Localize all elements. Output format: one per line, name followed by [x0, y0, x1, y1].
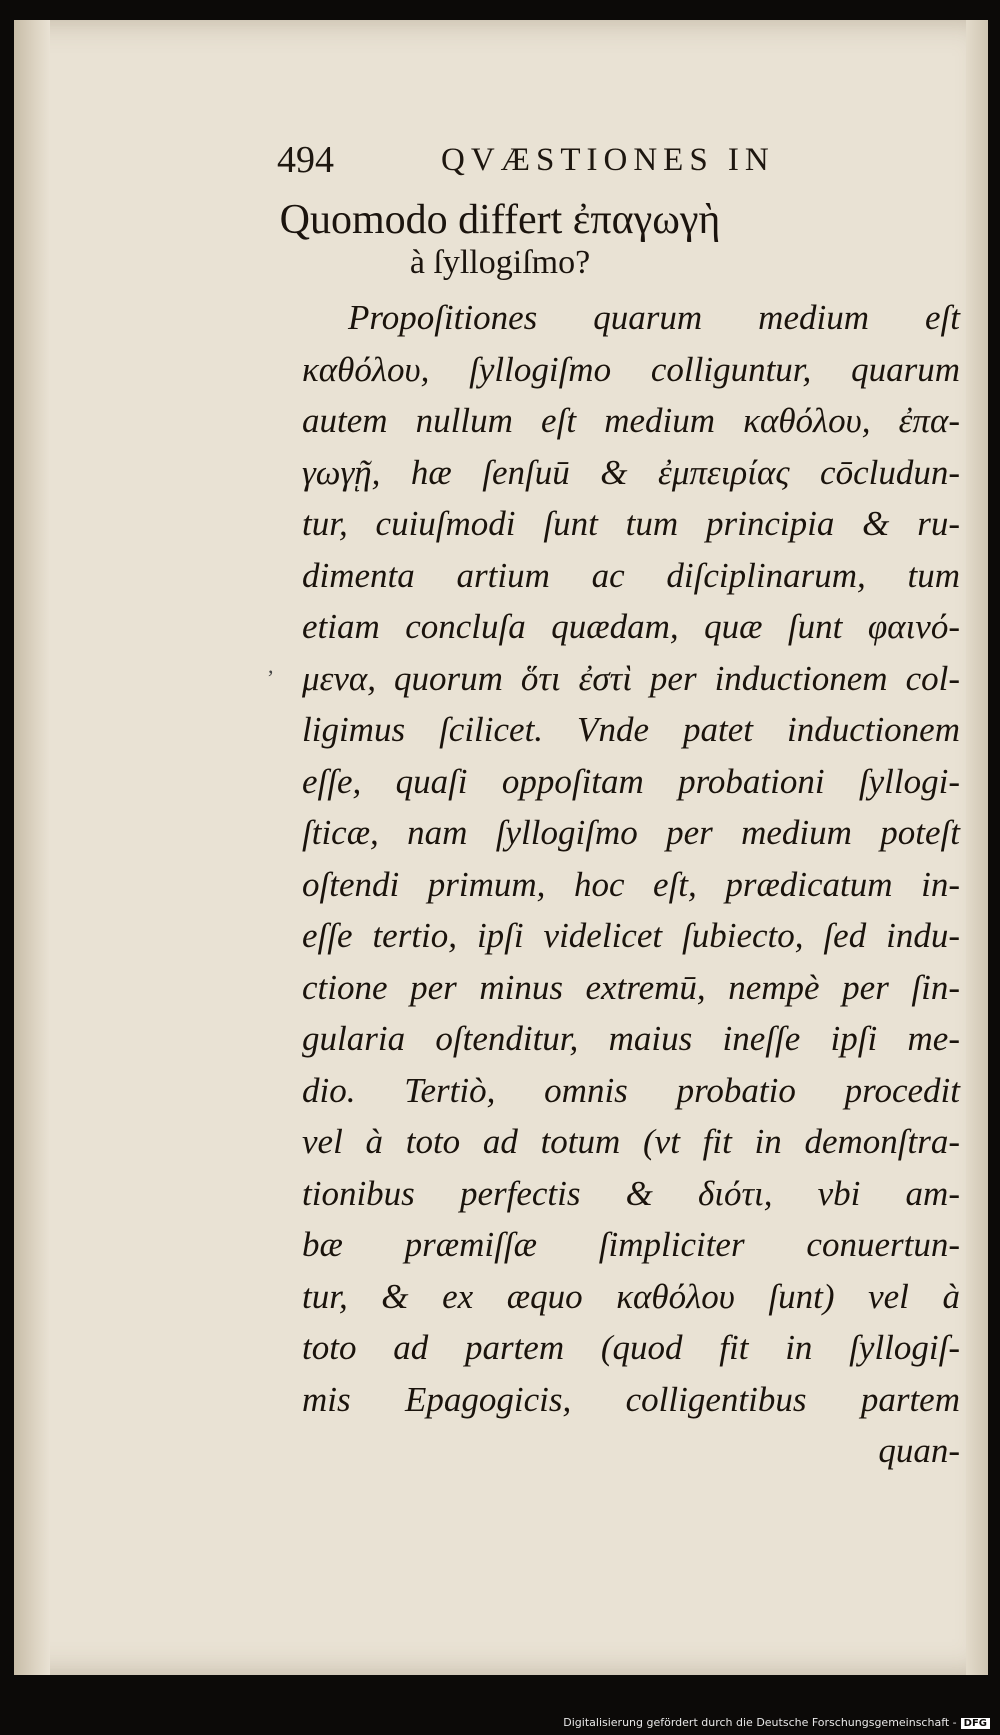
text-line: καθόλου, ſyllogiſmo colliguntur, quarum	[302, 349, 960, 389]
footer-text: Digitalisierung gefördert durch die Deutsche Forschungsgemeinschaft -	[563, 1716, 957, 1729]
text-line: tur, & ex æquo καθόλου ſunt) vel à	[302, 1276, 960, 1316]
text-line: gularia oſtenditur, maius ineſſe ipſi me-	[302, 1019, 960, 1058]
text-line: vel à toto ad totum (vt fit in demonſtra-	[302, 1122, 960, 1161]
text-line: dimenta artium ac diſciplinarum, tum	[302, 555, 960, 595]
text-line: ſticæ, nam ſyllogiſmo per medium poteſt	[302, 813, 960, 852]
page-number: 494	[277, 139, 334, 181]
text-line: Propoſitiones quarum medium eſt	[348, 298, 960, 337]
text-line: mis Epagogicis, colligentibus partem	[302, 1379, 960, 1419]
catchword: quan-	[878, 1431, 960, 1470]
section-heading: Quomodo differt ἐπαγωγὴ	[279, 197, 721, 243]
section-heading-cont: à ſyllogiſmo?	[409, 244, 591, 281]
text-line: dio. Tertiò, omnis probatio procedit	[302, 1070, 960, 1110]
text-line: autem nullum eſt medium καθόλου, ἐπα-	[302, 401, 960, 440]
dfg-logo: DFG	[961, 1718, 990, 1729]
text-line: tur, cuiuſmodi ſunt tum principia & ru-	[302, 504, 960, 543]
page-header	[277, 138, 877, 188]
text-line: bæ præmiſſæ ſimpliciter conuertun-	[302, 1225, 960, 1264]
text-line: eſſe tertio, ipſi videlicet ſubiecto, ſed indu-	[302, 916, 960, 955]
text-line: ligimus ſcilicet. Vnde patet inductionem	[302, 710, 960, 749]
body-text	[268, 292, 960, 1477]
text-line: tionibus perfectis & διότι, vbi am-	[302, 1173, 960, 1213]
margin-mark: ,	[268, 652, 274, 678]
text-line: ctione per minus extremū, nempè per ſin-	[302, 967, 960, 1007]
running-title: QVÆSTIONES IN	[441, 142, 775, 178]
text-line: etiam concluſa quædam, quæ ſunt φαινό-	[302, 607, 960, 646]
text-line: μενα, quorum ὅτι ἐστὶ per inductionem col-	[302, 658, 960, 698]
text-line: eſſe, quaſi oppoſitam probationi ſyllogi-	[302, 761, 960, 801]
text-line: oſtendi primum, hoc eſt, prædicatum in-	[302, 864, 960, 904]
digitization-footer	[563, 1716, 990, 1729]
text-line: γωγῇ, hæ ſenſuū & ἐμπειρίας cōcludun-	[302, 452, 960, 492]
text-line-wrap	[268, 652, 960, 705]
text-line: toto ad partem (quod fit in ſyllogiſ-	[302, 1328, 960, 1367]
